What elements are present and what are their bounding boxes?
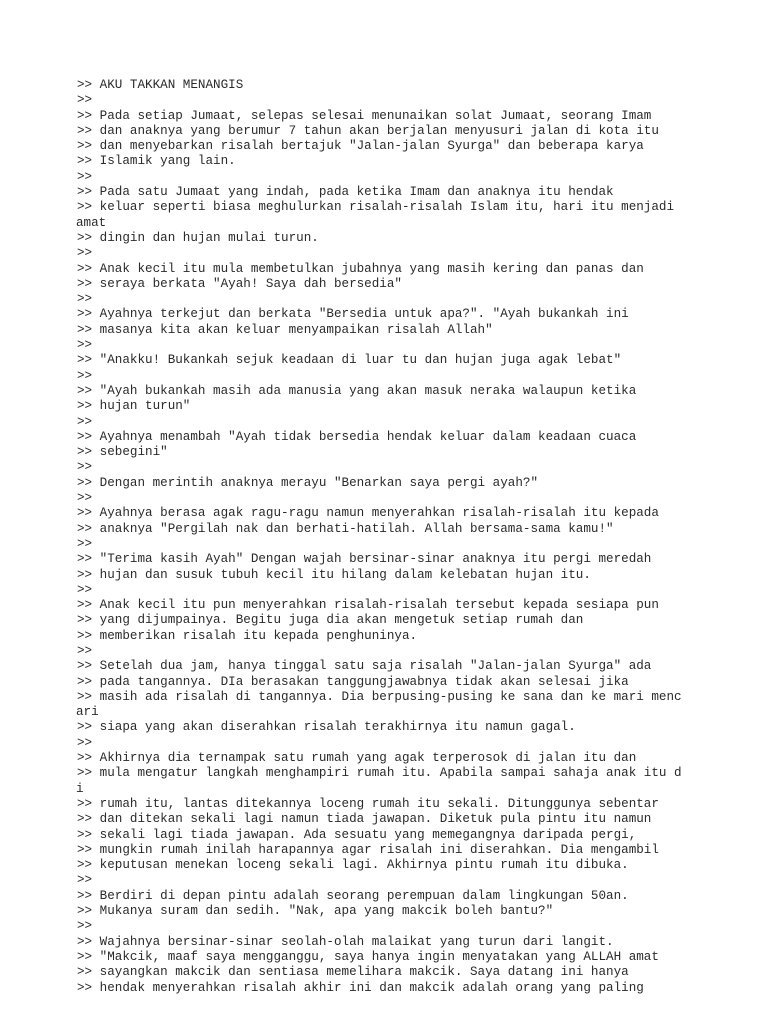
text-line: >> — [77, 919, 93, 934]
text-line: >> siapa yang akan diserahkan risalah terakhirnya itu namun gagal. — [77, 720, 576, 735]
text-line: >> — [77, 491, 93, 506]
text-line: >> AKU TAKKAN MENANGIS — [77, 78, 244, 92]
text-line: >> sekali lagi tiada jawapan. Ada sesuatu yang memegangnya daripada pergi, — [77, 827, 637, 842]
text-line: >> keputusan menekan loceng sekali lagi. Akhirnya pintu rumah itu dibuka. — [77, 858, 629, 873]
text-line: >> dan menyebarkan risalah bertajuk "Jalan-jalan Syurga" dan beberapa karya — [77, 139, 644, 154]
text-line: >> Anak kecil itu pun menyerahkan risalah-risalah tersebut kepada sesiapa pun — [77, 598, 659, 613]
text-line: >> Anak kecil itu mula membetulkan jubahnya yang masih kering dan panas dan — [77, 261, 644, 276]
text-line: >> seraya berkata "Ayah! Saya dah bersedia" — [77, 276, 402, 291]
text-line: >> Pada setiap Jumaat, selepas selesai menunaikan solat Jumaat, seorang Imam — [77, 108, 652, 123]
text-line: >> — [77, 735, 93, 750]
text-line: >> keluar seperti biasa meghulurkan risalah-risalah Islam itu, hari itu menjadi — [77, 200, 675, 215]
text-line: >> Mukanya suram dan sedih. "Nak, apa yang makcik boleh bantu?" — [77, 904, 554, 919]
text-line: >> yang dijumpainya. Begitu juga dia akan mengetuk setiap rumah dan — [77, 613, 584, 628]
text-line: >> dingin dan hujan mulai turun. — [77, 230, 319, 245]
text-line: >> Setelah dua jam, hanya tinggal satu saja risalah "Jalan-jalan Syurga" ada — [77, 659, 652, 674]
text-line: >> sebegini" — [77, 445, 168, 460]
text-line: >> — [77, 582, 93, 597]
text-line: >> masanya kita akan keluar menyampaikan risalah Allah" — [77, 322, 493, 337]
text-line: >> — [77, 246, 93, 261]
text-line: >> "Makcik, maaf saya mengganggu, saya hanya ingin menyatakan yang ALLAH amat — [77, 949, 659, 964]
text-line: >> hujan turun" — [77, 399, 191, 414]
text-line: >> pada tangannya. DIa berasakan tanggungjawabnya tidak akan selesai jika — [77, 674, 629, 689]
text-line: >> — [77, 643, 93, 658]
text-line: >> memberikan risalah itu kepada penghuninya. — [77, 628, 418, 643]
text-line: >> Islamik yang lain. — [77, 154, 236, 169]
text-line: >> "Ayah bukankah masih ada manusia yang akan masuk neraka walaupun ketika — [77, 383, 637, 398]
text-line: >> Ayahnya terkejut dan berkata "Bersedia untuk apa?". "Ayah bukankah ini — [77, 307, 629, 322]
text-line: >> masih ada risalah di tangannya. Dia berpusing-pusing ke sana dan ke mari menc — [77, 689, 682, 704]
text-line: >> dan anaknya yang berumur 7 tahun akan berjalan menyusuri jalan di kota itu — [77, 123, 659, 138]
text-line-continuation: ari — [76, 705, 99, 720]
text-line: >> — [77, 460, 93, 475]
text-line: >> — [77, 292, 93, 307]
text-line: >> Wajahnya bersinar-sinar seolah-olah malaikat yang turun dari langit. — [77, 934, 614, 949]
text-line-continuation: amat — [76, 215, 107, 230]
text-line: >> "Terima kasih Ayah" Dengan wajah bersinar-sinar anaknya itu pergi meredah — [77, 552, 652, 567]
text-line: >> mula mengatur langkah menghampiri rumah itu. Apabila sampai sahaja anak itu d — [77, 766, 682, 781]
text-line: >> Ayahnya menambah "Ayah tidak bersedia hendak keluar dalam keadaan cuaca — [77, 429, 637, 444]
text-line: >> hendak menyerahkan risalah akhir ini dan makcik adalah orang yang paling — [77, 980, 644, 995]
text-line: >> Akhirnya dia ternampak satu rumah yang agak terperosok di jalan itu dan — [77, 751, 637, 766]
text-line: >> — [77, 368, 93, 383]
text-line: >> hujan dan susuk tubuh kecil itu hilang dalam kelebatan hujan itu. — [77, 567, 591, 582]
text-line: >> mungkin rumah inilah harapannya agar risalah ini diserahkan. Dia mengambil — [77, 842, 659, 857]
document-text — [77, 78, 757, 996]
text-line: >> Berdiri di depan pintu adalah seorang perempuan dalam lingkungan 50an. — [77, 888, 629, 903]
text-line: >> — [77, 93, 93, 108]
text-line: >> Pada satu Jumaat yang indah, pada ketika Imam dan anaknya itu hendak — [77, 185, 614, 200]
text-line: >> dan ditekan sekali lagi namun tiada jawapan. Diketuk pula pintu itu namun — [77, 812, 652, 827]
text-line: >> Dengan merintih anaknya merayu "Benarkan saya pergi ayah?" — [77, 475, 539, 490]
text-line-continuation: i — [76, 781, 84, 796]
text-line: >> anaknya "Pergilah nak dan berhati-hatilah. Allah bersama-sama kamu!" — [77, 521, 614, 536]
text-line: >> — [77, 414, 93, 429]
text-line: >> Ayahnya berasa agak ragu-ragu namun menyerahkan risalah-risalah itu kepada — [77, 506, 659, 521]
text-line: >> — [77, 873, 93, 888]
text-line: >> rumah itu, lantas ditekannya loceng rumah itu sekali. Ditunggunya sebentar — [77, 796, 659, 811]
text-line: >> "Anakku! Bukankah sejuk keadaan di luar tu dan hujan juga agak lebat" — [77, 353, 622, 368]
text-line: >> — [77, 338, 93, 353]
text-line: >> — [77, 536, 93, 551]
text-line: >> — [77, 169, 93, 184]
text-line: >> sayangkan makcik dan sentiasa memelihara makcik. Saya datang ini hanya — [77, 965, 629, 980]
